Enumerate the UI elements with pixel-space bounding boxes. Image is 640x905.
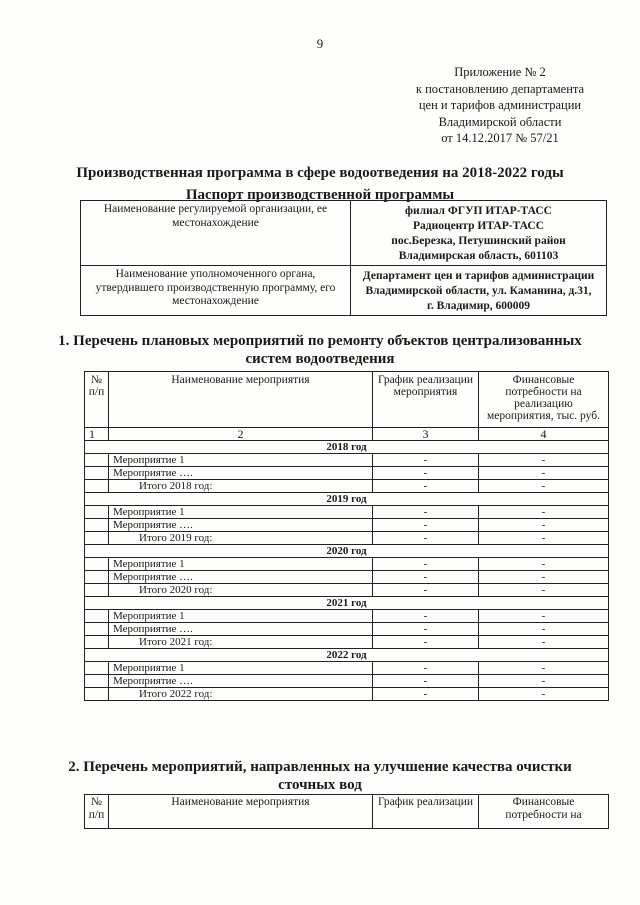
event-name: Мероприятие 1 — [109, 506, 373, 519]
row-number — [85, 636, 109, 649]
header-number: № п/п — [85, 372, 109, 428]
event-schedule: - — [373, 610, 479, 623]
event-finance: - — [479, 519, 609, 532]
event-name: Итого 2021 год: — [109, 636, 373, 649]
event-finance: - — [479, 532, 609, 545]
total-row — [85, 532, 609, 545]
passport-value-line: Департамент цен и тарифов администрации — [362, 270, 595, 282]
appendix-block — [380, 64, 620, 147]
appendix-line: от 14.12.2017 № 57/21 — [441, 131, 559, 145]
event-finance: - — [479, 506, 609, 519]
passport-value — [351, 201, 607, 266]
year-row — [85, 545, 609, 558]
event-schedule: - — [373, 688, 479, 701]
event-finance: - — [479, 688, 609, 701]
row-number — [85, 519, 109, 532]
header-schedule: График реализации — [373, 795, 479, 829]
event-schedule: - — [373, 480, 479, 493]
table-row — [85, 467, 609, 480]
column-number: 4 — [479, 428, 609, 441]
event-schedule: - — [373, 636, 479, 649]
event-finance: - — [479, 610, 609, 623]
total-row — [85, 480, 609, 493]
table-row — [85, 610, 609, 623]
event-finance: - — [479, 467, 609, 480]
event-name: Мероприятие …. — [109, 519, 373, 532]
passport-row — [81, 266, 607, 316]
event-name: Мероприятие …. — [109, 571, 373, 584]
event-name: Мероприятие 1 — [109, 454, 373, 467]
event-name: Итого 2018 год: — [109, 480, 373, 493]
event-schedule: - — [373, 532, 479, 545]
header-name: Наименование мероприятия — [109, 795, 373, 829]
header-finance: Финансовые потребности на — [479, 795, 609, 829]
event-schedule: - — [373, 675, 479, 688]
event-finance: - — [479, 584, 609, 597]
passport-value-line: Радиоцентр ИТАР-ТАСС — [412, 220, 545, 232]
column-number: 3 — [373, 428, 479, 441]
row-number — [85, 558, 109, 571]
year-row — [85, 649, 609, 662]
passport-value-line: филиал ФГУП ИТАР-ТАСС — [405, 205, 552, 217]
passport-title: Паспорт производственной программы — [185, 187, 455, 203]
row-number — [85, 532, 109, 545]
event-name: Итого 2019 год: — [109, 532, 373, 545]
section1-title — [20, 332, 620, 368]
event-schedule: - — [373, 662, 479, 675]
section2-title-line: сточных вод — [278, 777, 362, 793]
row-number — [85, 688, 109, 701]
event-name: Мероприятие …. — [109, 467, 373, 480]
year-label: 2020 год — [85, 545, 609, 558]
row-number — [85, 584, 109, 597]
event-schedule: - — [373, 571, 479, 584]
passport-value-line: Владимирская область, 601103 — [398, 250, 559, 262]
table-header-row — [85, 372, 609, 428]
event-finance: - — [479, 662, 609, 675]
table-row — [85, 454, 609, 467]
event-name: Итого 2020 год: — [109, 584, 373, 597]
year-row — [85, 493, 609, 506]
event-name: Мероприятие …. — [109, 675, 373, 688]
event-name: Мероприятие 1 — [109, 610, 373, 623]
event-finance: - — [479, 623, 609, 636]
table-row — [85, 662, 609, 675]
year-row — [85, 597, 609, 610]
column-number-row — [85, 428, 609, 441]
year-label: 2021 год — [85, 597, 609, 610]
row-number — [85, 467, 109, 480]
passport-row — [81, 201, 607, 266]
row-number — [85, 675, 109, 688]
table-header-row — [85, 795, 609, 829]
passport-value-line: г. Владимир, 600009 — [426, 300, 531, 312]
event-name: Итого 2022 год: — [109, 688, 373, 701]
event-finance: - — [479, 480, 609, 493]
row-number — [85, 623, 109, 636]
event-finance: - — [479, 675, 609, 688]
section1-title-line: систем водоотведения — [245, 351, 395, 367]
treatment-events-table — [84, 794, 609, 829]
passport-label: Наименование уполномоченного органа, утвердившего производственную программу, его местонахождение — [81, 266, 351, 316]
row-number — [85, 454, 109, 467]
appendix-line: к постановлению департамента — [415, 81, 585, 96]
row-number — [85, 571, 109, 584]
event-schedule: - — [373, 623, 479, 636]
row-number — [85, 480, 109, 493]
event-schedule: - — [373, 506, 479, 519]
table-row — [85, 558, 609, 571]
total-row — [85, 688, 609, 701]
event-finance: - — [479, 571, 609, 584]
row-number — [85, 610, 109, 623]
event-schedule: - — [373, 558, 479, 571]
appendix-line: Приложение № 2 — [454, 65, 546, 79]
column-number: 2 — [109, 428, 373, 441]
row-number — [85, 662, 109, 675]
event-name: Мероприятие …. — [109, 623, 373, 636]
table-row — [85, 675, 609, 688]
event-name: Мероприятие 1 — [109, 558, 373, 571]
year-label: 2019 год — [85, 493, 609, 506]
section2-title-line: 2. Перечень мероприятий, направленных на улучшение качества очистки — [68, 759, 572, 775]
event-schedule: - — [373, 467, 479, 480]
passport-value-line: Владимирской области, ул. Каманина, д.31, — [365, 285, 592, 297]
year-label: 2018 год — [85, 441, 609, 454]
table-row — [85, 571, 609, 584]
event-finance: - — [479, 558, 609, 571]
column-number: 1 — [85, 428, 109, 441]
passport-value — [351, 266, 607, 316]
total-row — [85, 636, 609, 649]
row-number — [85, 506, 109, 519]
passport-label: Наименование регулируемой организации, ее местонахождение — [81, 201, 351, 266]
appendix-line: цен и тарифов администрации — [418, 98, 582, 112]
event-finance: - — [479, 636, 609, 649]
passport-table — [80, 200, 607, 316]
repair-events-table — [84, 371, 609, 701]
event-schedule: - — [373, 519, 479, 532]
section2-title — [20, 758, 620, 794]
table-row — [85, 506, 609, 519]
event-finance: - — [479, 454, 609, 467]
page-number: 9 — [316, 36, 324, 51]
year-row — [85, 441, 609, 454]
document-title: Производственная программа в сфере водоотведения на 2018-2022 годы — [76, 165, 564, 181]
header-schedule: График реализации мероприятия — [373, 372, 479, 428]
header-number: № п/п — [85, 795, 109, 829]
header-name: Наименование мероприятия — [109, 372, 373, 428]
table-row — [85, 623, 609, 636]
event-schedule: - — [373, 454, 479, 467]
header-finance: Финансовые потребности на реализацию мероприятия, тыс. руб. — [479, 372, 609, 428]
appendix-line: Владимирской области — [438, 114, 562, 129]
year-label: 2022 год — [85, 649, 609, 662]
section1-title-line: 1. Перечень плановых мероприятий по ремонту объектов централизованных — [58, 333, 582, 349]
event-name: Мероприятие 1 — [109, 662, 373, 675]
passport-value-line: пос.Березка, Петушинский район — [391, 235, 566, 247]
table-row — [85, 519, 609, 532]
total-row — [85, 584, 609, 597]
event-schedule: - — [373, 584, 479, 597]
